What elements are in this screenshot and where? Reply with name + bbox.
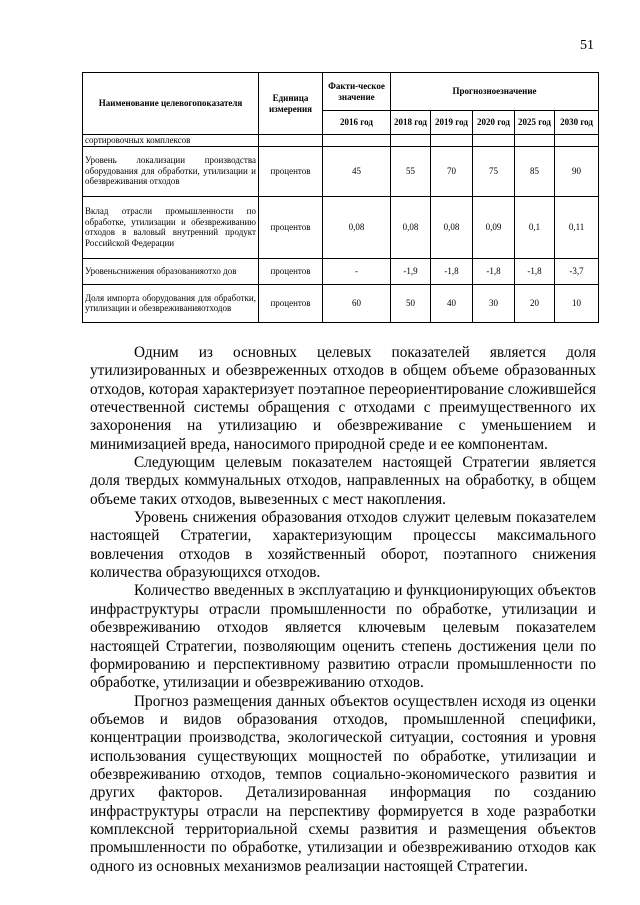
indicator-value: 0,08 <box>323 196 391 258</box>
indicator-value: - <box>323 258 391 284</box>
header-year: 2025 год <box>515 111 555 135</box>
header-unit: Единица измерения <box>259 73 323 135</box>
indicator-value <box>391 135 431 147</box>
table-row <box>83 284 599 322</box>
indicator-value: 10 <box>555 284 599 322</box>
header-year: 2016 год <box>323 111 391 135</box>
header-forecast: Прогнозноезначение <box>391 73 599 111</box>
indicator-value <box>555 135 599 147</box>
indicator-value: 90 <box>555 146 599 196</box>
indicator-name: сортировочных комплексов <box>83 135 259 147</box>
indicator-unit: процентов <box>259 196 323 258</box>
indicator-value: 60 <box>323 284 391 322</box>
paragraph: Количество введенных в эксплуатацию и функционирующих объектов инфраструктуры отрасли промышленности по обработке, утилизации и обезвреживанию отходов является ключевым целевым показателем настоящей Стратегии, позволяющим оценить степень достижения цели по формированию и перспективному развитию отрасли промышленности по обработке, утилизации и обезвреживанию отходов. <box>90 582 596 692</box>
indicator-value: 20 <box>515 284 555 322</box>
header-year: 2018 год <box>391 111 431 135</box>
indicator-value: 45 <box>323 146 391 196</box>
indicator-value <box>431 135 473 147</box>
indicator-value: 75 <box>473 146 515 196</box>
indicator-name: Доля импорта оборудования для обработки, утилизации и обезвреживанияотходов <box>83 284 259 322</box>
indicator-name: Уровеньснижения образованияотхо дов <box>83 258 259 284</box>
indicator-unit: процентов <box>259 284 323 322</box>
paragraph: Следующим целевым показателем настоящей Стратегии является доля твердых коммунальных отходов, направленных на обработку, в общем объеме таких отходов, вывезенных с мест накопления. <box>90 454 596 508</box>
indicator-value: 85 <box>515 146 555 196</box>
page-number: 51 <box>580 38 594 53</box>
paragraph: Одним из основных целевых показателей является доля утилизированных и обезвреженных отходов в общем объеме образованных отходов, которая характеризует поэтапное переориентирование сложившейся отечественной системы обращения с отходами с преимущественного их захоронения на утилизацию и обезвреживание с уменьшением и минимизацией вреда, наносимого природной среде и ее компонентам. <box>90 344 596 453</box>
header-name: Наименование целевогопоказателя <box>83 73 259 135</box>
indicator-value: 40 <box>431 284 473 322</box>
indicator-name: Вклад отрасли промышленности по обработке, утилизации и обезвреживанию отходов в валовый внутренний продукт Российской Федерации <box>83 196 259 258</box>
header-year: 2020 год <box>473 111 515 135</box>
indicator-value: -1,8 <box>473 258 515 284</box>
indicator-unit: процентов <box>259 258 323 284</box>
indicator-value: 0,1 <box>515 196 555 258</box>
indicator-value <box>515 135 555 147</box>
paragraph: Прогноз размещения данных объектов осуществлен исходя из оценки объемов и видов образования отходов, промышленной специфики, концентрации производства, экологической ситуации, состояния и уровня использования существующих мощностей по обработке, утилизации и обезвреживанию отходов, темпов социально-экономического развития и других факторов. Детализированная информация по созданию инфраструктуры отрасли на перспективу формируется в ходе разработки комплексной территориальной схемы развития и размещения объектов промышленности по обработке, утилизации и обезвреживанию отходов как одного из основных механизмов реализации настоящей Стратегии. <box>90 692 596 875</box>
header-actual: Факти-ческое значение <box>323 73 391 111</box>
indicators-table <box>82 72 599 323</box>
indicator-value: 0,11 <box>555 196 599 258</box>
indicator-unit: процентов <box>259 146 323 196</box>
table-row <box>83 135 599 147</box>
indicator-name: Уровень локализации производства оборудования для обработки, утилизации и обезвреживания отходов <box>83 146 259 196</box>
indicator-value: -3,7 <box>555 258 599 284</box>
indicator-unit <box>259 135 323 147</box>
table-row <box>83 196 599 258</box>
indicator-value <box>473 135 515 147</box>
indicator-value: 0,08 <box>391 196 431 258</box>
indicator-value: 50 <box>391 284 431 322</box>
indicator-value: 55 <box>391 146 431 196</box>
indicator-value: 30 <box>473 284 515 322</box>
paragraph: Уровень снижения образования отходов служит целевым показателем настоящей Стратегии, характеризующим процессы максимального вовлечения отходов в хозяйственный оборот, поэтапного снижения количества образующихся отходов. <box>90 509 596 582</box>
header-year: 2030 год <box>555 111 599 135</box>
table-row <box>83 146 599 196</box>
indicator-value: 0,09 <box>473 196 515 258</box>
indicator-value: -1,9 <box>391 258 431 284</box>
indicator-value: 70 <box>431 146 473 196</box>
indicator-value: -1,8 <box>515 258 555 284</box>
indicator-value: 0,08 <box>431 196 473 258</box>
header-year: 2019 год <box>431 111 473 135</box>
table-row <box>83 258 599 284</box>
body-text <box>90 344 596 876</box>
indicator-value <box>323 135 391 147</box>
indicator-value: -1,8 <box>431 258 473 284</box>
